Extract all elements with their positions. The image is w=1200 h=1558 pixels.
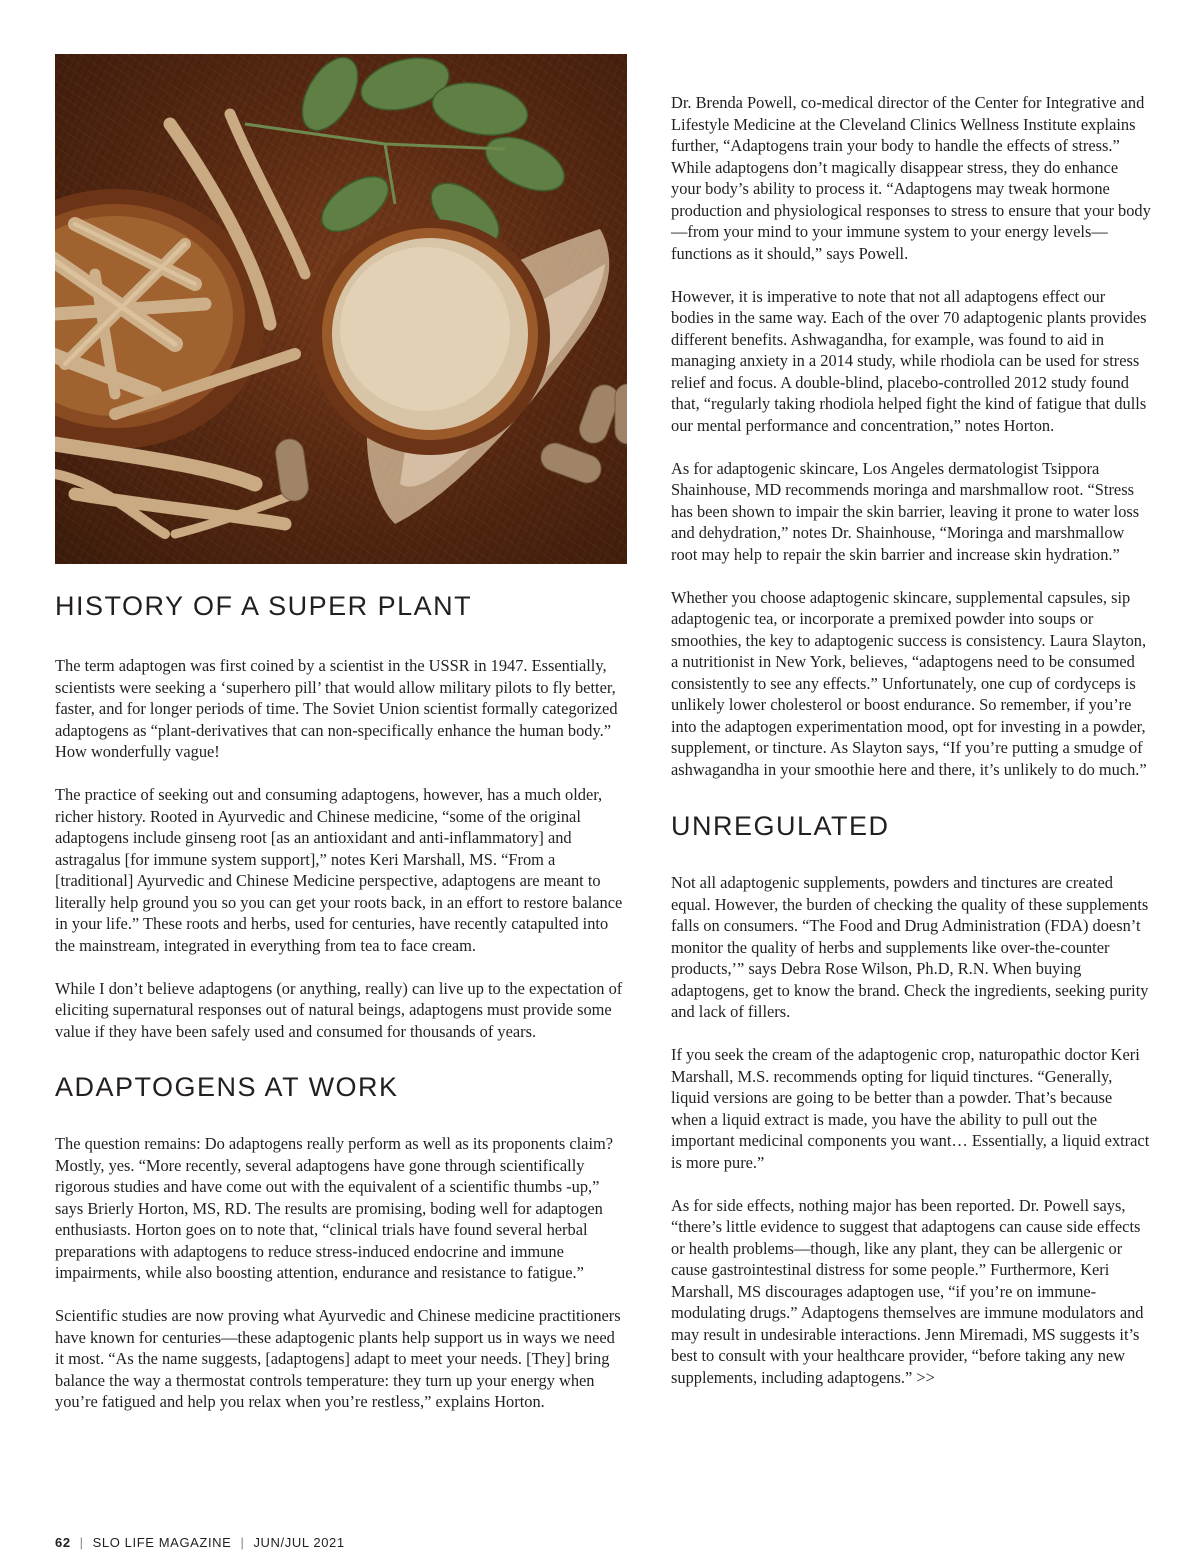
paragraph: As for adaptogenic skincare, Los Angeles dermatologist Tsippora Shainhouse, MD recommends moringa and marshmallow root. “Stress has been shown to impair the skin barrier, leaving it prone to water loss and dehydration,” notes Dr. Shainhouse, “Moringa and marshmallow root may help to repair the skin barrier and increase skin hydration.” [671, 458, 1140, 564]
page-footer [55, 1535, 345, 1550]
history-text [55, 655, 627, 1042]
paragraph: The practice of seeking out and consuming adaptogens, however, has a much older, richer history. Rooted in Ayurvedic and Chinese medicine, “some of the original adaptogens include ginseng root [as an antioxidant and anti-inflammatory] and astragalus [for immune system support],” notes Keri Marshall, MS. “From a [traditional] Ayurvedic and Chinese Medicine perspective, adaptogens are meant to literally help ground you so you can get your roots back, in an effort to restore balance in your life.” These roots and herbs, used for centuries, have recently catapulted into the mainstream, integrated in everything from tea to face cream. [55, 785, 623, 955]
paragraph: However, it is imperative to note that not all adaptogens effect our bodies in the same way. Each of the over 70 adaptogenic plants provides different benefits. Ashwagandha, for example, was found to aid in managing anxiety in a 2014 study, while rhodiola can be used for stress relief and focus. A double-blind, placebo-controlled 2012 study found that, “regularly taking rhodiola helped fight the kind of fatigue that dulls our mental performance and concentration,” notes Horton. [671, 286, 1147, 435]
unregulated-text [671, 872, 1151, 1388]
paragraph: While I don’t believe adaptogens (or anything, really) can live up to the expectation of eliciting supernatural responses out of natural beings, adaptogens must provide some value if they have been safely used and consumed for thousands of years. [55, 978, 623, 1041]
paragraph: Scientific studies are now proving what Ayurvedic and Chinese medicine practitioners have known for centuries—these adaptogenic plants help support us in ways we need it most. “As the name suggests, [adaptogens] adapt to meet your needs. [They] bring balance the way a thermostat controls temperature: they turn up your energy when you’re fatigued and help you relax when you’re restless,” explains Horton. [55, 1306, 621, 1411]
hero-photo-adaptogen-roots-and-powder [55, 54, 627, 564]
paragraph: Dr. Brenda Powell, co-medical director of the Center for Integrative and Lifestyle Medicine at the Cleveland Clinics Wellness Institute explains further, “Adaptogens train your body to handle the effects of stress.” While adaptogens don’t magically disappear stress, they do enhance your body’s ability to process it. “Adaptogens may tweak hormone production and physiological responses to stress to ensure that your body—from your mind to your immune system to your energy levels—functions as it should,” says Powell. [671, 93, 1151, 263]
paragraph: If you seek the cream of the adaptogenic crop, naturopathic doctor Keri Marshall, M.S. recommends opting for liquid tinctures. “Generally, liquid versions are going to be better than a powder. That’s because when a liquid extract is made, you have the ability to pull out the important medicinal components you want… Essentially, a liquid extract is more pure.” [671, 1045, 1150, 1172]
page-number: 62 [55, 1535, 71, 1550]
right-column [671, 92, 1151, 1388]
adaptogens-at-work-text [55, 1133, 627, 1413]
section-heading-history: HISTORY OF A SUPER PLANT [55, 591, 473, 621]
paragraph: As for side effects, nothing major has been reported. Dr. Powell says, “there’s little evidence to suggest that adaptogens can cause side effects or health problems—though, like any plant, they can be allergenic or cause gastrointestinal distress for some people.” Furthermore, Keri Marshall, MS discourages adaptogen use, “if you’re on immune-modulating drugs.” Adaptogens themselves are immune modulators and may result in undesirable interactions. Jenn Miremadi, MS suggests it’s best to consult with your healthcare provider, “before taking any new supplements, including adaptogens.” >> [671, 1195, 1144, 1387]
left-column [55, 54, 627, 1413]
intro-text [671, 92, 1151, 780]
paragraph: The term adaptogen was first coined by a scientist in the USSR in 1947. Essentially, scientists were seeking a ‘superhero pill’ that would allow military pilots to fly better, faster, and for longer periods of time. The Soviet Union scientist formally categorized adaptogens as “plant-derivatives that can non-specifically enhance the human body.” How wonderfully vague! [55, 656, 618, 761]
section-heading-unregulated: UNREGULATED [671, 811, 890, 841]
section-heading-adaptogens-at-work: ADAPTOGENS AT WORK [55, 1072, 399, 1102]
paragraph: Not all adaptogenic supplements, powders and tinctures are created equal. However, the burden of checking the quality of these supplements falls on consumers. “The Food and Drug Administration (FDA) doesn’t monitor the quality of herbs and supplements like over-the-counter products,’” says Debra Rose Wilson, Ph.D, R.N. When buying adaptogens, get to know the brand. Check the ingredients, seeking purity and lack of fillers. [671, 873, 1149, 1021]
footer-separator: | [79, 1535, 84, 1550]
footer-separator: | [240, 1535, 245, 1550]
paragraph: Whether you choose adaptogenic skincare, supplemental capsules, sip adaptogenic tea, or incorporate a premixed powder into soups or smoothies, the key to adaptogenic success is consistency. Laura Slayton, a nutritionist in New York, believes, “adaptogens need to be consumed consistently to see any effects.” Unfortunately, one cup of cordyceps is unlikely lower cholesterol or boost endurance. So remember, if you’re into the adaptogen experimentation mood, opt for investing in a powder, supplement, or tincture. As Slayton says, “If you’re putting a smudge of ashwagandha in your smoothie here and there, it’s unlikely to do much.” [671, 587, 1147, 779]
publication-name: SLO LIFE MAGAZINE [92, 1535, 232, 1550]
paragraph: The question remains: Do adaptogens really perform as well as its proponents claim? Mostly, yes. “More recently, several adaptogens have gone through scientifically rigorous studies and have come out with the equivalent of a scientific thumbs -up,” says Brierly Horton, MS, RD. The results are promising, boding well for adaptogen enthusiasts. Horton goes on to note that, “clinical trials have found several herbal preparations with adaptogens to reduce stress-induced endocrine and immune impairments, while also boosting attention, endurance and resistance to fatigue.” [55, 1134, 614, 1282]
issue-date: JUN/JUL 2021 [253, 1535, 345, 1550]
